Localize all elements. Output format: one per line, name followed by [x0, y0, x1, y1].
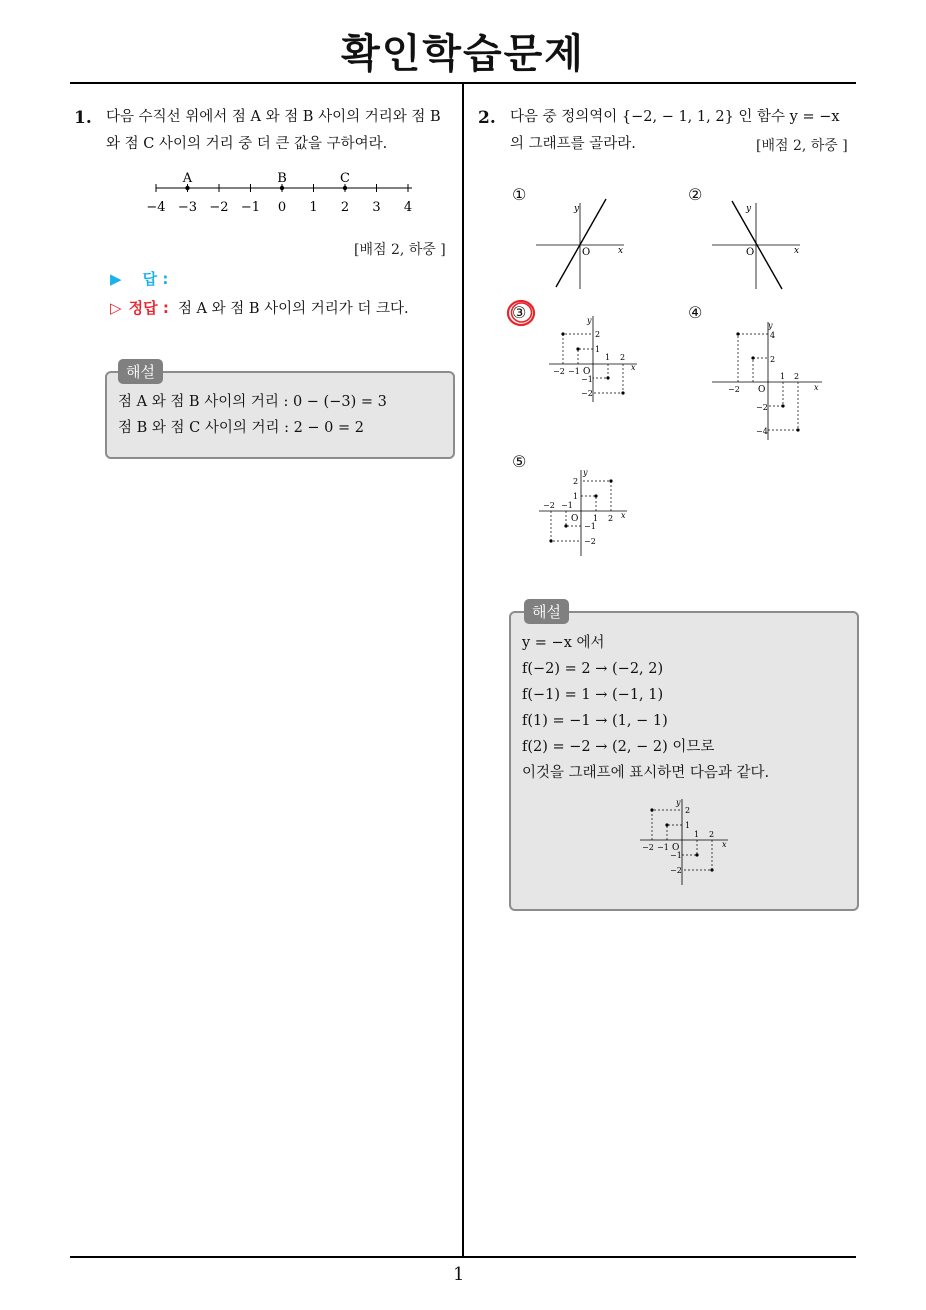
explanation-tag-2: 해설: [524, 599, 569, 624]
question-1-text-line2: 와 점 C 사이의 거리 중 더 큰 값을 구하여라.: [106, 136, 388, 152]
number-line-tick-label: −1: [240, 200, 261, 215]
number-line-figure: [140, 166, 430, 220]
tick-label: −2: [728, 385, 740, 394]
option-1-graph: [530, 195, 630, 295]
origin-label: O: [746, 247, 755, 258]
question-1-number: 1.: [74, 108, 92, 128]
question-2-text-line1: 다음 중 정의역이 {−2, − 1, 1, 2} 인 함수 y = −x: [510, 109, 840, 125]
number-line-tick-label: 0: [277, 200, 287, 215]
explanation-2-line-1: y = −x 에서: [522, 635, 605, 651]
tick-label: 4: [770, 331, 776, 340]
number-line-tick-label: 1: [309, 200, 318, 215]
explanation-tag-1: 해설: [118, 359, 163, 384]
tick-label: 1: [593, 514, 599, 523]
page-number: 1: [453, 1264, 465, 1285]
tick-label: 2: [770, 355, 776, 364]
origin-label: O: [672, 843, 680, 853]
option-5-label[interactable]: ⑤: [512, 452, 527, 471]
x-axis-label: x: [814, 383, 819, 392]
tick-label: −2: [543, 501, 555, 510]
x-axis-label: x: [722, 840, 727, 849]
tick-label: −4: [756, 427, 768, 436]
option-5-graph: [535, 466, 635, 560]
tick-label: −1: [561, 501, 573, 510]
tick-label: 1: [573, 492, 579, 501]
x-axis-label: x: [794, 246, 800, 256]
number-line-point-label: C: [340, 171, 350, 186]
tick-label: −2: [642, 843, 654, 852]
y-axis-label: y: [587, 316, 592, 325]
origin-label: O: [571, 514, 579, 524]
tick-label: −1: [657, 843, 669, 852]
number-line-point-label: A: [182, 171, 193, 186]
tick-label: −2: [553, 367, 565, 376]
x-axis-label: x: [618, 246, 624, 256]
option-3-graph: [545, 312, 645, 406]
explanation-2-line-2: f(−2) = 2 → (−2, 2): [522, 661, 664, 677]
y-axis-label: y: [768, 321, 773, 330]
footer-rule: [70, 1256, 856, 1258]
tick-label: 2: [573, 477, 579, 486]
origin-label: O: [583, 367, 591, 377]
tick-label: 2: [794, 372, 800, 381]
tick-label: 1: [694, 830, 700, 839]
page-title: 확인학습문제: [341, 31, 585, 77]
number-line-tick-label: 4: [403, 200, 413, 215]
answer-label: 답 :: [142, 270, 169, 288]
number-line-tick-label: −4: [146, 200, 166, 215]
option-1-label[interactable]: ①: [512, 185, 527, 204]
origin-label: O: [582, 247, 591, 258]
tick-label: 1: [780, 372, 786, 381]
x-axis-label: x: [631, 363, 636, 372]
selected-option-mark: [505, 297, 539, 329]
tick-label: 1: [685, 821, 691, 830]
answer-marker: ▶: [110, 270, 122, 288]
answer-row: [110, 268, 168, 289]
explanation-1-line-1: 점 A 와 점 B 사이의 거리 : 0 − (−3) = 3: [118, 394, 387, 410]
tick-label: 2: [608, 514, 614, 523]
x-axis-label: x: [621, 511, 626, 520]
explanation-2-line-3: f(−1) = 1 → (−1, 1): [522, 687, 664, 703]
tick-label: −2: [756, 403, 768, 412]
explanation-2-line-4: f(1) = −1 → (1, − 1): [522, 713, 668, 729]
option-2-graph: [706, 195, 806, 295]
y-axis-label: y: [746, 204, 752, 214]
correct-answer-row: [110, 296, 409, 323]
explanation-2-line-5: f(2) = −2 → (2, − 2) 이므로: [522, 739, 715, 755]
option-4-graph: [710, 318, 826, 442]
option-4-label[interactable]: ④: [688, 303, 703, 322]
tick-label: −2: [581, 389, 593, 398]
number-line-point-label: B: [277, 171, 287, 186]
question-1-meta: [배점 2, 하중 ]: [354, 242, 446, 258]
tick-label: 1: [605, 353, 611, 362]
question-2-text-line2: 의 그래프를 골라라.: [510, 136, 636, 152]
explanation-1-line-2: 점 B 와 점 C 사이의 거리 : 2 − 0 = 2: [118, 420, 364, 436]
tick-label: 2: [620, 353, 626, 362]
explanation-2-graph: [636, 795, 736, 889]
tick-label: 2: [595, 330, 601, 339]
tick-label: −1: [581, 375, 593, 384]
tick-label: −1: [584, 522, 596, 531]
correct-label: 정답 :: [128, 299, 169, 317]
column-divider: [462, 84, 464, 1258]
tick-label: −1: [568, 367, 580, 376]
explanation-2-line-6: 이것을 그래프에 표시하면 다음과 같다.: [522, 765, 770, 781]
tick-label: −2: [670, 866, 682, 875]
tick-label: 2: [685, 806, 691, 815]
number-line-tick-label: 3: [372, 200, 381, 215]
number-line-point: [343, 186, 347, 190]
number-line-tick-label: −3: [177, 200, 198, 215]
correct-marker: ▷: [110, 299, 122, 317]
y-axis-label: y: [583, 468, 588, 477]
question-1-text-line1: 다음 수직선 위에서 점 A 와 점 B 사이의 거리와 점 B: [106, 109, 441, 125]
number-line-tick-label: −2: [209, 200, 229, 215]
number-line-point: [280, 186, 284, 190]
tick-label: −1: [670, 851, 682, 860]
question-2-meta: [배점 2, 하중 ]: [756, 138, 848, 154]
number-line-tick-label: 2: [340, 200, 350, 215]
number-line-point: [185, 186, 189, 190]
y-axis-label: y: [574, 204, 580, 214]
y-axis-label: y: [676, 798, 681, 807]
tick-label: −2: [584, 537, 596, 546]
correct-answer-text: 점 A 와 점 B 사이의 거리가 더 크다.: [177, 301, 409, 317]
option-2-label[interactable]: ②: [688, 185, 703, 204]
origin-label: O: [758, 385, 766, 395]
tick-label: 2: [709, 830, 715, 839]
tick-label: 1: [595, 345, 601, 354]
option-3-label[interactable]: ③: [512, 303, 527, 322]
question-2-number: 2.: [478, 108, 496, 128]
